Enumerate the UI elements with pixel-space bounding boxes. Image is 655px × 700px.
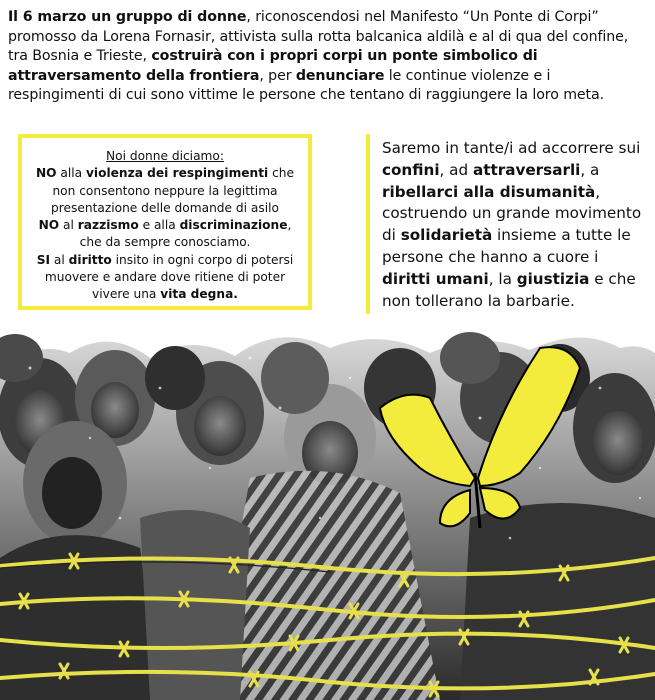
intro-text-6: le continue violenze e i respingimenti di cui sono vittime le persone che tentano di raggiungere la loro meta. bbox=[8, 67, 605, 103]
intro-bold-5: denunciare bbox=[295, 67, 385, 84]
r-t6: ribellarci alla disumanità bbox=[382, 182, 596, 201]
l3-b: al bbox=[50, 252, 69, 267]
intro-paragraph bbox=[8, 8, 648, 106]
r-t13: e che non tollerano la barbarie. bbox=[382, 269, 636, 310]
intro-text-2: , riconoscendosi nel Manifesto “Un Ponte di Corpi” promosso da Lorena Fornasir, attivista sulla rotta balcanica aldilà e al di qua del confine, tra Bosnia e Trieste, bbox=[8, 9, 629, 64]
r-t2: confini bbox=[382, 160, 440, 179]
manifesto-line-1 bbox=[28, 165, 302, 217]
r-t4: attraversarli bbox=[472, 160, 581, 179]
r-t9: insieme a tutte le persone che hanno a cuore i bbox=[382, 226, 631, 266]
crowd-photo bbox=[0, 318, 655, 700]
manifesto-line-3 bbox=[28, 252, 302, 304]
r-t8: solidarietà bbox=[400, 226, 493, 245]
intro-bold-1: Il 6 marzo un gruppo di donne bbox=[8, 9, 247, 25]
l1-b: alla bbox=[56, 166, 86, 181]
si-3: SI bbox=[36, 252, 51, 267]
l1-d: che non consentono neppure la legittima presentazione delle domande di asilo bbox=[51, 166, 295, 215]
intro-text-4: , per bbox=[259, 67, 296, 84]
no-2: NO bbox=[38, 218, 60, 233]
manifesto-box bbox=[18, 134, 312, 310]
r-t12: giustizia bbox=[516, 269, 590, 288]
manifesto-title: Noi donne diciamo: bbox=[106, 149, 224, 163]
l2-f: , che da sempre conosciamo. bbox=[79, 218, 292, 250]
intro-bold-3: costruirà con i propri corpi un ponte simbolico di attraversamento della frontiera bbox=[8, 48, 538, 84]
l1-c: violenza dei respingimenti bbox=[85, 166, 269, 181]
r-t10: diritti umani bbox=[382, 269, 489, 288]
r-t1: Saremo in tante/i ad accorrere sui bbox=[382, 139, 641, 157]
no-1: NO bbox=[35, 166, 57, 181]
r-t7: , costruendo un grande movimento di bbox=[382, 182, 642, 245]
l3-e: vita degna. bbox=[160, 287, 238, 302]
r-t3: , ad bbox=[439, 160, 473, 179]
l2-d: e alla bbox=[138, 218, 180, 233]
r-t11: , la bbox=[488, 269, 517, 288]
crowd-illustration bbox=[0, 318, 655, 700]
l2-b: al bbox=[59, 218, 78, 233]
l2-e: discriminazione bbox=[179, 218, 288, 233]
l3-d: insito in ogni corpo di potersi muovere e andare dove ritiene di poter vivere una bbox=[44, 252, 294, 302]
call-to-action bbox=[366, 134, 648, 314]
r-t5: , a bbox=[580, 160, 600, 179]
l2-c: razzismo bbox=[77, 218, 139, 233]
l3-c: diritto bbox=[68, 252, 112, 267]
manifesto-line-2 bbox=[28, 217, 302, 252]
